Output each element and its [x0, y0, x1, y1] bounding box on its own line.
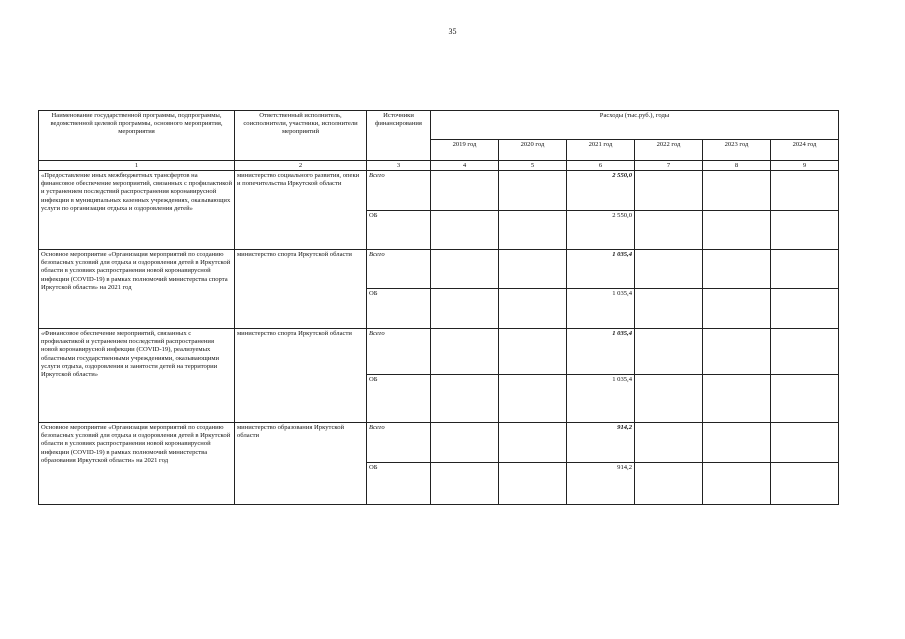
column-number: 5 [499, 161, 567, 171]
value-2023 [703, 463, 771, 505]
column-number: 3 [367, 161, 431, 171]
value-2021-total: 914,2 [567, 423, 635, 463]
activity-name: «Предоставление иных межбюджетных трансфертов на финансовое обеспечение мероприятий, связанных с профилактикой и устранением последствий распространения коронавирусной инфекции в муниципальных казенных учреждениях, оказывающих услуги по организации отдыха и оздоровления детей» [39, 171, 235, 250]
column-number: 6 [567, 161, 635, 171]
source-total: Всего [367, 171, 431, 211]
column-number: 9 [771, 161, 839, 171]
source-ob: ОБ [367, 289, 431, 329]
activity-name: «Финансовое обеспечение мероприятий, связанных с профилактикой и устранением последствий распространения новой коронавирусной инфекции (COVID-19), реализуемых областными государственными учреждениями, оказывающими услуги отдыха, оздоровления и занятости детей на территории Иркутской области» [39, 329, 235, 423]
header-year: 2023 год [703, 140, 771, 161]
value-2020 [499, 463, 567, 505]
value-2020 [499, 375, 567, 423]
value-2022 [635, 329, 703, 375]
header-year: 2022 год [635, 140, 703, 161]
value-2024 [771, 211, 839, 250]
value-2022 [635, 289, 703, 329]
value-2022 [635, 171, 703, 211]
value-2024 [771, 463, 839, 505]
value-2022 [635, 250, 703, 289]
value-2024 [771, 289, 839, 329]
header-executor: Ответственный исполнитель, соисполнители, участники, исполнители мероприятий [235, 111, 367, 161]
activity-executor: министерство спорта Иркутской области [235, 250, 367, 329]
source-total: Всего [367, 329, 431, 375]
value-2019 [431, 463, 499, 505]
source-ob: ОБ [367, 211, 431, 250]
value-2022 [635, 463, 703, 505]
value-2019 [431, 329, 499, 375]
activity-executor: министерство спорта Иркутской области [235, 329, 367, 423]
value-2024 [771, 423, 839, 463]
value-2020 [499, 250, 567, 289]
value-2020 [499, 211, 567, 250]
column-number: 1 [39, 161, 235, 171]
column-number: 7 [635, 161, 703, 171]
value-2023 [703, 423, 771, 463]
source-total: Всего [367, 250, 431, 289]
header-year: 2021 год [567, 140, 635, 161]
column-number: 8 [703, 161, 771, 171]
value-2020 [499, 171, 567, 211]
value-2019 [431, 375, 499, 423]
table-row [39, 423, 839, 463]
header-year: 2024 год [771, 140, 839, 161]
value-2020 [499, 423, 567, 463]
value-2021-total: 1 035,4 [567, 250, 635, 289]
value-2019 [431, 250, 499, 289]
value-2021-ob: 914,2 [567, 463, 635, 505]
value-2023 [703, 250, 771, 289]
table-row [39, 250, 839, 289]
value-2024 [771, 250, 839, 289]
column-number: 4 [431, 161, 499, 171]
value-2022 [635, 375, 703, 423]
activity-executor: министерство социального развития, опеки и попечительства Иркутской области [235, 171, 367, 250]
activity-name: Основное мероприятие «Организация мероприятий по созданию безопасных условий для отдыха и оздоровления детей в Иркутской области в условиях распространения новой коронавирусной инфекции (COVID-19) в рамках полномочий министерства образования Иркутской области» на 2021 год [39, 423, 235, 505]
table-row [39, 329, 839, 375]
value-2023 [703, 211, 771, 250]
header-year: 2019 год [431, 140, 499, 161]
value-2023 [703, 375, 771, 423]
value-2023 [703, 329, 771, 375]
value-2024 [771, 171, 839, 211]
value-2024 [771, 375, 839, 423]
activity-executor: министерство образования Иркутской области [235, 423, 367, 505]
value-2020 [499, 329, 567, 375]
value-2021-total: 2 550,0 [567, 171, 635, 211]
header-name: Наименование государственной программы, подпрограммы, ведомственной целевой программы, основного мероприятия, мероприятия [39, 111, 235, 161]
header-sources: Источники финансирования [367, 111, 431, 161]
source-total: Всего [367, 423, 431, 463]
value-2023 [703, 289, 771, 329]
value-2019 [431, 289, 499, 329]
column-number: 2 [235, 161, 367, 171]
value-2021-total: 1 035,4 [567, 329, 635, 375]
value-2021-ob: 1 035,4 [567, 375, 635, 423]
value-2023 [703, 171, 771, 211]
value-2024 [771, 329, 839, 375]
header-expenses: Расходы (тыс.руб.), годы [431, 111, 839, 140]
table-row [39, 171, 839, 211]
header-year: 2020 год [499, 140, 567, 161]
source-ob: ОБ [367, 463, 431, 505]
source-ob: ОБ [367, 375, 431, 423]
value-2020 [499, 289, 567, 329]
page-number: 35 [448, 27, 457, 36]
value-2021-ob: 2 550,0 [567, 211, 635, 250]
value-2022 [635, 423, 703, 463]
value-2019 [431, 423, 499, 463]
value-2022 [635, 211, 703, 250]
activity-name: Основное мероприятие «Организация мероприятий по созданию безопасных условий для отдыха и оздоровления детей в Иркутской области в условиях распространения новой коронавирусной инфекции (COVID-19) в рамках полномочий министерства спорта Иркутской области» на 2021 год [39, 250, 235, 329]
budget-table [38, 110, 839, 505]
value-2021-ob: 1 035,4 [567, 289, 635, 329]
value-2019 [431, 171, 499, 211]
value-2019 [431, 211, 499, 250]
